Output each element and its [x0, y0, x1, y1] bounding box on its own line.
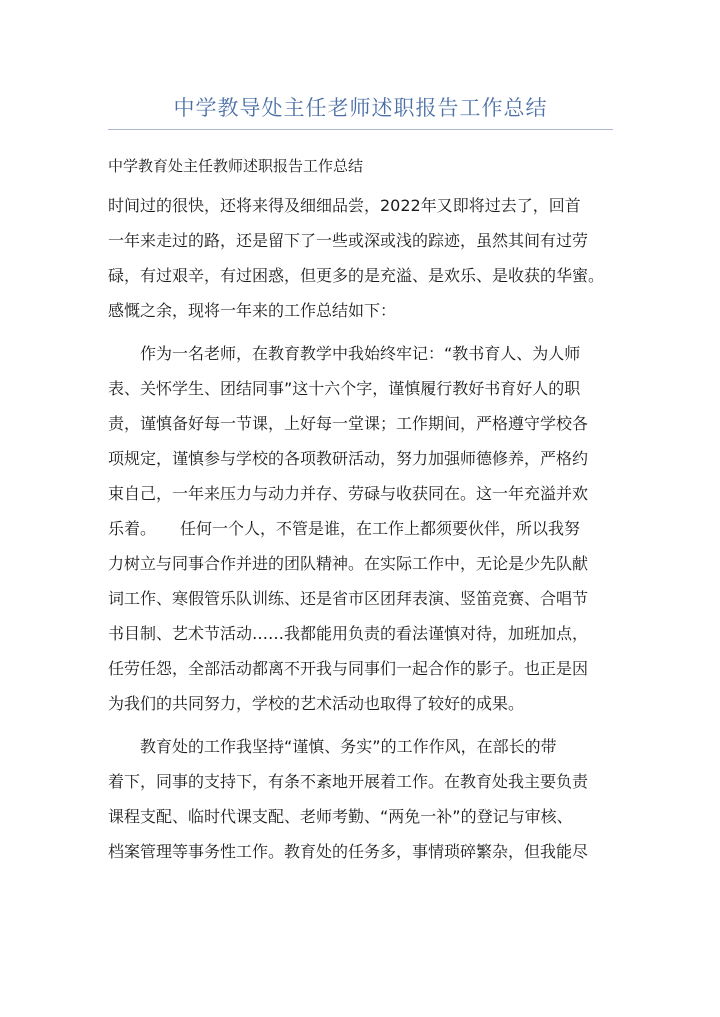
- body-line: 作为一名老师，在教育教学中我始终牢记：“教书育人、为人师: [108, 344, 581, 363]
- body-line: 档案管理等事务性工作。教育处的任务多，事情琐碎繁杂，但我能尽: [108, 842, 589, 861]
- body-line: 碌，有过艰辛，有过困惑，但更多的是充溢、是欢乐、是收获的华蜜。: [108, 266, 605, 285]
- body-line: 项规定，谨慎参与学校的各项教研活动，努力加强师德修养，严格约: [108, 449, 589, 468]
- title-divider: [108, 129, 613, 130]
- body-line: 教育处的工作我坚持“谨慎、务实”的工作作风，在部长的带: [108, 737, 557, 756]
- body-line: 时间过的很快，还将来得及细细品尝，2022年又即将过去了，回首: [108, 196, 581, 215]
- body-line: 课程支配、临时代课支配、老师考勤、“两免一补”的登记与审核、: [108, 807, 573, 826]
- body-line: 表、关怀学生、团结同事”这十六个字，谨慎履行教好书育好人的职: [108, 379, 581, 398]
- body-line: 词工作、寒假管乐队训练、还是省市区团拜表演、竖笛竞赛、合唱节: [108, 589, 589, 608]
- body-line: 书目制、艺术节活动……我都能用负责的看法谨慎对待，加班加点，: [108, 624, 589, 643]
- document-title: 中学教导处主任老师述职报告工作总结: [173, 96, 548, 120]
- body-line: 感慨之余，现将一年来的工作总结如下：: [108, 301, 397, 320]
- body-line: 束自己，一年来压力与动力并存、劳碌与收获同在。这一年充溢并欢: [108, 484, 589, 503]
- body-line: 任劳任怨，全部活动都离不开我与同事们一起合作的影子。也正是因: [108, 659, 589, 678]
- body-line: 为我们的共同努力，学校的艺术活动也取得了较好的成果。: [108, 694, 525, 713]
- body-line: 着下，同事的支持下，有条不紊地开展着工作。在教育处我主要负责: [108, 772, 589, 791]
- body-line: 责，谨慎备好每一节课，上好每一堂课；工作期间，严格遵守学校各: [108, 414, 589, 433]
- body-line: 力树立与同事合作并进的团队精神。在实际工作中，无论是少先队献: [108, 554, 589, 573]
- body-line: 一年来走过的路，还是留下了一些或深或浅的踪迹，虽然其间有过劳: [108, 231, 589, 250]
- body-line: 乐着。 任何一个人，不管是谁，在工作上都须要伙伴，所以我努: [108, 519, 581, 538]
- document-subtitle: 中学教育处主任教师述职报告工作总结: [108, 157, 364, 175]
